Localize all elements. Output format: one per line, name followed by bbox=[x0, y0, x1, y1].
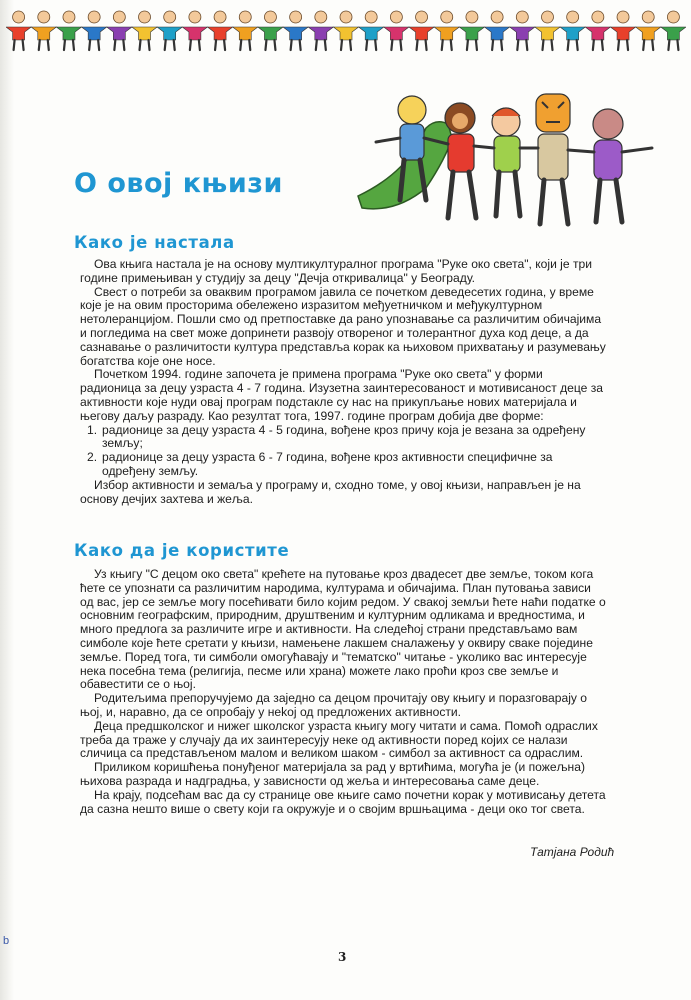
paper-doll-icon bbox=[31, 11, 56, 50]
paper-doll-icon bbox=[459, 11, 484, 50]
paper-doll-icon bbox=[409, 11, 434, 50]
paper-doll-icon bbox=[157, 11, 182, 50]
paper-doll-chain-icon bbox=[6, 8, 686, 52]
paragraph: Деца предшколског и нижег школског узраста књигу могу читати и сама. Помоћ одраслих треба да траже у случају да их заинтересују неке од активности поред којих се налази сличица са представљеном малом и великом шаком - симбол за активност са одраслим. bbox=[80, 718, 598, 761]
paper-doll-icon bbox=[560, 11, 585, 50]
paragraph: Избор активности и земаља у програму и, сходно томе, у овој књизи, направљен је на основу дечјих захтева и жеља. bbox=[80, 477, 581, 506]
author-signature: Татјана Родић bbox=[530, 845, 615, 859]
list-item: 2. радионице за децу узраста 6 - 7 година, вођене кроз активности специфичне за одређену земљу. bbox=[87, 450, 553, 478]
paper-doll-icon bbox=[233, 11, 258, 50]
paper-doll-icon bbox=[107, 11, 132, 50]
list-item: 1. радионице за децу узраста 4 - 5 година, вођене кроз причу која је везана за одређену земљу; bbox=[87, 422, 586, 451]
paper-doll-icon bbox=[485, 11, 510, 50]
paragraph: Свест о потреби за оваквим програмом јавила се почетком деведесетих година, у време које је на овим просторима обележено изразитом међуетничком и међукултурном нетолеранцијом. Пошли смо од претпоставке да рано упознавање са различитим обичајима и погледима на свет може допринети развоју отвореног и толерантног духа код деце, а да сазнавање о различитости култура представља корак ка њиховом прихватању и разумевању богатства које оне носе. bbox=[80, 284, 606, 368]
paper-doll-icon bbox=[258, 11, 283, 50]
paper-doll-icon bbox=[434, 11, 459, 50]
paragraph: Родитељима препоручујемо да заједно са децом прочитају ову књигу и поразговарају о њој, и, наравно, да се опробају у неkoj од предложених активности. bbox=[80, 691, 588, 719]
paper-doll-icon bbox=[308, 11, 333, 50]
paper-doll-icon bbox=[82, 11, 107, 50]
margin-mark: b bbox=[3, 935, 10, 947]
paper-doll-icon bbox=[636, 11, 661, 50]
page-number: 3 bbox=[338, 950, 347, 964]
paper-doll-icon bbox=[333, 11, 358, 50]
section-heading-how-it-was-made: Како је настала bbox=[74, 233, 235, 252]
paragraph: Почетком 1994. године започета је примена програма "Руке око света" у форми радионица за децу узраста 4 - 7 година. Изузетна заинтересованост и мотивисаност деце за активности које нуди овај програм подстакле су нас на прикупљање нових материјала и његову даљу разраду. Као резултат тога, 1997. године програм добија две форме: bbox=[80, 367, 604, 423]
page-edge-shadow bbox=[0, 0, 14, 1000]
section-body-how-to-use bbox=[80, 568, 606, 816]
paper-doll-icon bbox=[207, 11, 232, 50]
paper-doll-icon bbox=[283, 11, 308, 50]
paragraph: Ова књига настала је на основу мултикултуралног програма "Руке око света", који је три године примењиван у студију за децу "Дечја откривалица" у Београду. bbox=[80, 257, 592, 285]
paper-doll-icon bbox=[661, 11, 686, 50]
program-forms-list bbox=[80, 424, 606, 479]
paper-doll-icon bbox=[359, 11, 384, 50]
page-title: О овој књизи bbox=[74, 168, 283, 199]
paragraph: На крају, подсећам вас да су странице ове књиге само почетни корак у мотивисању детета да сазна нешто више о свету који га окружује и о својим вршњацима - деци око тог света. bbox=[80, 787, 606, 816]
paper-doll-icon bbox=[182, 11, 207, 50]
section-heading-how-to-use: Како да је користите bbox=[74, 541, 290, 560]
section-body-how-it-was-made bbox=[80, 258, 606, 506]
paper-doll-icon bbox=[510, 11, 535, 50]
paper-doll-icon bbox=[384, 11, 409, 50]
paper-doll-icon bbox=[56, 11, 81, 50]
paper-doll-icon bbox=[6, 11, 31, 50]
children-holding-hands-illustration bbox=[356, 88, 658, 236]
paragraph: Приликом коришћења понуђеног материјала за рад у вртићима, могућа је (и пожељна) њихова разрада и надградња, у зависности од жеља и интересовања саме деце. bbox=[80, 760, 585, 788]
paper-doll-icon bbox=[585, 11, 610, 50]
paper-doll-icon bbox=[132, 11, 157, 50]
paper-doll-icon bbox=[535, 11, 560, 50]
paragraph: Уз књигу "С децом око света" крећете на путовање кроз двадесет две земље, током кога ћете се упознати са различитим народима, културама и обичајима. План путовања зависи од вас, јер се земље могу посећивати било којим редом. У свакој земљи ћете наћи податке о основним географским, природним, друштвеним и културним одликама и вредностима, и много предлога за различите игре и активности. На следећој страни представљамо вам симболе које ћете сретати у књизи, намењене лакшем сналажењу у оквиру сваке појединe земље. Поред тога, ти симболи омогућавају и "тематско" читање - уколико вас интересује нека посебна тема (религија, песме или храна) можете лако проћи кроз све земље и обавестити се о њој. bbox=[80, 567, 606, 692]
paper-doll-icon bbox=[610, 11, 635, 50]
